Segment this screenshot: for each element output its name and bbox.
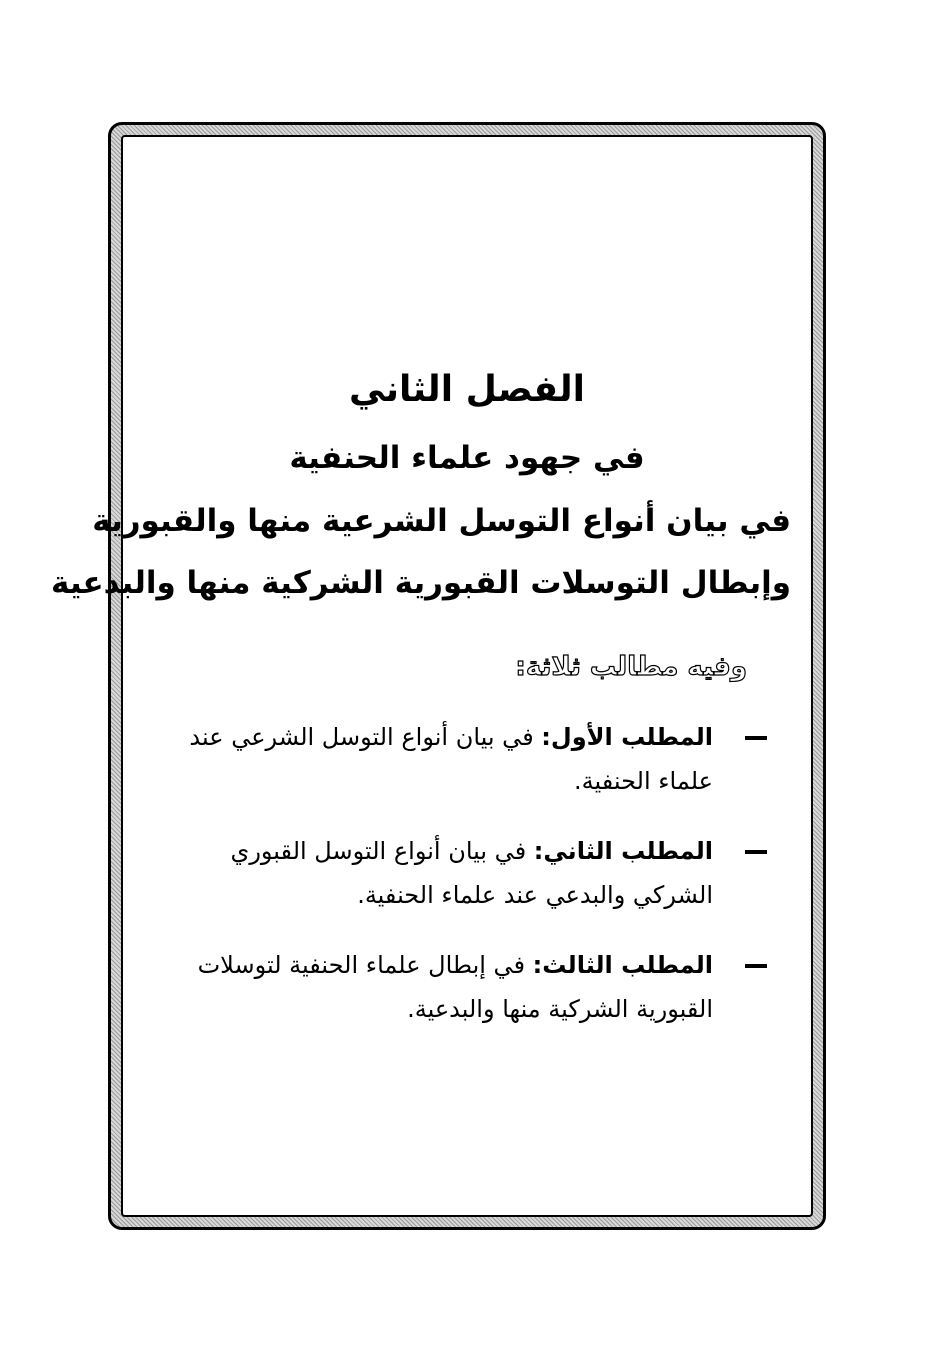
subtitle-line-2: في بيان أنواع التوسل الشرعية منها والقبورية: [92, 503, 791, 539]
page-border-frame: [51, 122, 826, 1230]
sections-list: [159, 715, 767, 1057]
subtitle-line-1: في جهود علماء الحنفية: [289, 440, 645, 476]
section-item-1: [159, 715, 767, 803]
chapter-content: [51, 137, 811, 1215]
chapter-title: الفصل الثاني: [349, 369, 585, 410]
page-inner-panel: [51, 135, 813, 1217]
dash-bullet-icon: [745, 964, 767, 968]
section-item-3: [159, 943, 767, 1031]
section-description: في بيان أنواع التوسل القبوري الشركي والبدعي عند علماء الحنفية.: [230, 837, 713, 909]
section-heading: المطلب الثاني:: [533, 837, 713, 865]
section-heading: المطلب الأول:: [541, 723, 713, 751]
section-description: في إبطال علماء الحنفية لتوسلات القبورية الشركية منها والبدعية.: [197, 951, 713, 1023]
section-description: في بيان أنواع التوسل الشرعي عند علماء الحنفية.: [189, 723, 713, 795]
dash-bullet-icon: [745, 850, 767, 854]
sections-intro: وفيه مطالب ثلاثة:: [515, 652, 747, 682]
dash-bullet-icon: [745, 736, 767, 740]
section-item-2: [159, 829, 767, 917]
section-heading: المطلب الثالث:: [532, 951, 713, 979]
subtitle-line-3: وإبطال التوسلات القبورية الشركية منها والبدعية: [51, 565, 791, 601]
